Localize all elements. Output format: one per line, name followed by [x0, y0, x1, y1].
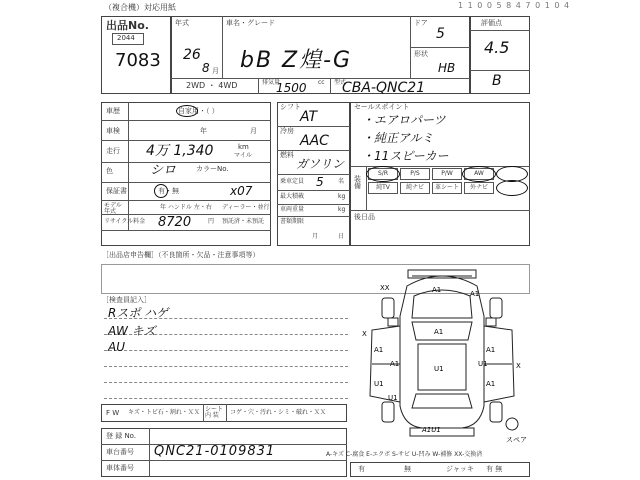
recycle-value: 8720	[158, 215, 192, 230]
cc-unit: cc	[318, 79, 325, 86]
equip-ext-navi: 外ナビ	[464, 182, 494, 194]
mark-5: U1	[374, 380, 384, 388]
mileage-unit-km: km	[238, 143, 249, 151]
circle-sr	[366, 166, 400, 182]
mark-10: A1	[470, 290, 480, 298]
mark-12: U1	[388, 394, 398, 402]
capacity-unit: 名	[338, 178, 345, 185]
inspection-year: 年	[200, 127, 207, 135]
doors-value: 5	[436, 26, 445, 42]
model-year-label: モデル年式	[104, 202, 122, 215]
sales-item-1: ・エアロパーツ	[362, 113, 446, 127]
seat-label: シート 内 装	[205, 406, 224, 419]
recycle-status: 預託済・未預託	[222, 218, 265, 225]
type-label: 型式	[334, 79, 347, 86]
equip-navi: 純ナビ	[400, 182, 430, 194]
expire-month: 月	[312, 233, 319, 240]
fw-label: F W	[106, 409, 120, 417]
mileage-label: 走行	[106, 147, 120, 155]
chassis-value: QNC21-0109831	[154, 444, 276, 459]
mileage-unit-mile: マイル	[234, 152, 252, 159]
inspector-line-3: AU	[108, 340, 125, 354]
recycle-label: リサイクル料金	[104, 218, 146, 225]
circle-aw	[462, 166, 496, 182]
equip-label: 装備	[354, 175, 361, 190]
color-value: シロ	[150, 163, 177, 178]
car-name: bB Z煌-G	[240, 48, 353, 73]
handle-label: 年 ハンドル 左・右	[160, 204, 212, 211]
year-value: 26	[183, 47, 201, 63]
equip-leather: 革シート	[432, 182, 462, 194]
top-id: 1 1 0 0 5 8 4 7 0 1 0 4	[458, 1, 571, 10]
capacity-value: 5	[316, 175, 324, 189]
mark-7: A1	[486, 346, 496, 354]
car-id-label: 車体番号	[106, 464, 134, 472]
after-label: 後日品	[354, 213, 375, 221]
warranty-extra: x07	[230, 184, 253, 198]
inspection-month: 月	[250, 127, 257, 135]
recycle-unit: 円	[208, 218, 215, 225]
mark-4: A1	[374, 346, 384, 354]
warranty-circle	[154, 184, 168, 198]
weight-unit: kg	[338, 206, 346, 213]
displacement-value: 1500	[276, 81, 307, 95]
warranty-label: 保証書	[106, 187, 127, 195]
equip-aw: AW	[464, 168, 494, 180]
mark-6: XX	[380, 284, 390, 292]
fw-options: キズ・トビ石・割れ・ＸＸ	[128, 409, 200, 416]
grade-score: 4.5	[484, 38, 510, 57]
month-unit: 月	[212, 67, 219, 75]
inspector-label: ［検査員記入］	[102, 296, 151, 304]
interior-grade: B	[492, 73, 502, 89]
fuel-value: ガソリン	[296, 157, 345, 171]
lot-sub-code: 2044	[117, 34, 135, 42]
warranty-options: 有・無	[158, 187, 179, 195]
car-damage-diagram	[352, 256, 532, 446]
month-value: 8	[202, 61, 210, 75]
mileage-value: 4万 1,340	[146, 143, 214, 159]
chassis-label: 車台番号	[106, 448, 134, 456]
type-value: CBA-QNC21	[342, 80, 426, 96]
lot-number: 7083	[115, 50, 161, 71]
lot-label: 出品No.	[106, 19, 149, 32]
reg-label: 登 録 No.	[106, 432, 137, 440]
mark-11: U1	[478, 360, 488, 368]
grade-label: 評価点	[481, 19, 502, 27]
max-load-unit: kg	[338, 193, 346, 200]
model-label: 車名・グレード	[226, 19, 275, 27]
shift-label: シフト	[280, 103, 301, 111]
mark-1: A1	[432, 286, 442, 294]
displacement-label: 排気量	[262, 79, 281, 86]
inspection-label: 車検	[106, 127, 120, 135]
form-subtitle: （複合機）対応用紙	[104, 3, 176, 12]
mark-3: U1	[434, 365, 444, 373]
mark-14: X	[362, 330, 367, 338]
fuel-label: 燃料	[280, 151, 294, 159]
expire-day: 日	[338, 233, 345, 240]
inspector-line-2: AW キズ	[108, 324, 156, 338]
circle-tv	[496, 180, 528, 196]
notes-label: ［出品店申告欄］（不良箇所・欠品・注意事項等）	[102, 251, 260, 259]
history-label: 車歴	[106, 107, 120, 115]
mark-9: A1	[390, 360, 400, 368]
mark-8: A1	[486, 380, 496, 388]
rear-note: A1U1	[422, 426, 441, 434]
equip-pw: P/W	[432, 168, 462, 180]
legend-box	[350, 462, 530, 477]
legend-jack: ジャッキ	[446, 465, 474, 473]
ac-value: AAC	[300, 133, 329, 149]
equip-ps: P/S	[400, 168, 430, 180]
mark-2: A1	[434, 328, 444, 336]
spare-label: スペア	[506, 436, 527, 444]
history-circle	[176, 105, 198, 117]
body-value: HB	[438, 61, 456, 75]
max-load-label: 最大積載	[280, 193, 305, 200]
sales-item-3: ・11スピーカー	[362, 149, 449, 163]
drive-label: 2WD ・ 4WD	[186, 81, 238, 90]
weight-label: 車両重量	[280, 206, 305, 213]
dealer-label: ディーラー・並行	[222, 204, 270, 211]
circle-pw	[496, 166, 528, 182]
expire-label: 書類期限	[280, 218, 305, 225]
legend-jack-opts: 有 無	[486, 465, 503, 473]
legend-codes: A-キズ C-腐食 E-エクボ S-サビ U-凹み W-補修 XX-交換済	[326, 451, 483, 458]
capacity-label: 乗車定員	[280, 178, 305, 185]
inspector-line-1: Rスポ ハゲ	[108, 306, 169, 320]
sales-item-2: ・純正アルミ	[362, 131, 434, 145]
legend-ari: 有	[358, 465, 365, 473]
doors-label: ドア	[414, 19, 428, 27]
history-options: 自家用・（ ）	[178, 107, 219, 115]
shift-value: AT	[300, 109, 318, 125]
equip-tv: 純TV	[368, 182, 398, 194]
year-label: 年式	[175, 19, 189, 27]
equip-sr: S/R	[368, 168, 398, 180]
legend-nashi: 無	[404, 465, 411, 473]
sales-label: セールスポイント	[354, 103, 410, 111]
ac-label: 冷房	[280, 127, 294, 135]
seat-options: コゲ・穴・汚れ・シミ・破れ・ＸＸ	[230, 409, 327, 416]
color-no-label: カラーNo.	[196, 165, 229, 173]
mark-13: X	[516, 362, 521, 370]
color-label: 色	[106, 167, 113, 175]
body-label: 形状	[414, 50, 428, 58]
